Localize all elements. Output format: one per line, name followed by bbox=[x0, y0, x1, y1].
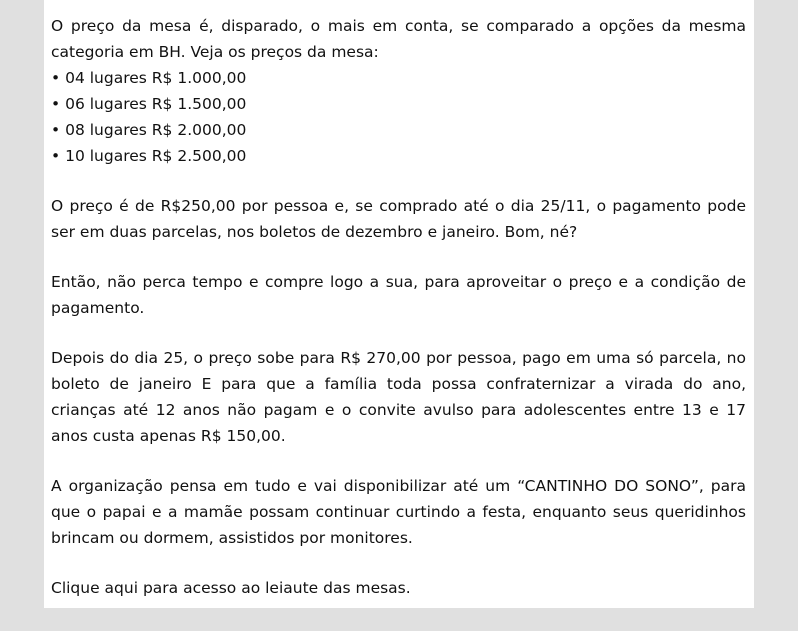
price-item-text: 06 lugares R$ 1.500,00 bbox=[65, 95, 247, 113]
intro-block bbox=[51, 13, 746, 65]
bullet-icon: • bbox=[51, 95, 61, 113]
intro-paragraph: O preço da mesa é, disparado, o mais em conta, se comparado a opções da mesma categoria em BH. Veja os preços da mesa: bbox=[51, 17, 746, 61]
price-item-text: 08 lugares R$ 2.000,00 bbox=[65, 121, 247, 139]
price-item-text: 04 lugares R$ 1.000,00 bbox=[65, 69, 247, 87]
price-list-item bbox=[51, 117, 746, 143]
table-layout-link[interactable]: Clique aqui para acesso ao leiaute das mesas. bbox=[51, 579, 411, 597]
call-to-action-paragraph: Então, não perca tempo e compre logo a sua, para aproveitar o preço e a condição de pagamento. bbox=[51, 273, 746, 317]
price-list bbox=[51, 65, 746, 169]
price-list-item bbox=[51, 65, 746, 91]
price-list-item bbox=[51, 143, 746, 169]
sleep-corner-paragraph: A organização pensa em tudo e vai disponibilizar até um “CANTINHO DO SONO”, para que o papai e a mamãe possam continuar curtindo a festa, enquanto seus queridinhos brincam ou dormem, assistidos por monitores. bbox=[51, 477, 746, 547]
price-increase-paragraph: Depois do dia 25, o preço sobe para R$ 270,00 por pessoa, pago em uma só parcela, no boleto de janeiro E para que a família toda possa confraternizar a virada do ano, crianças até 12 anos não pagam e o convite avulso para adolescentes entre 13 e 17 anos custa apenas R$ 150,00. bbox=[51, 349, 746, 445]
layout-link-paragraph bbox=[51, 575, 746, 601]
bullet-icon: • bbox=[51, 121, 61, 139]
article-panel bbox=[44, 0, 754, 608]
price-item-text: 10 lugares R$ 2.500,00 bbox=[65, 147, 247, 165]
bullet-icon: • bbox=[51, 69, 61, 87]
payment-paragraph: O preço é de R$250,00 por pessoa e, se comprado até o dia 25/11, o pagamento pode ser em duas parcelas, nos boletos de dezembro e janeiro. Bom, né? bbox=[51, 197, 746, 241]
bullet-icon: • bbox=[51, 147, 61, 165]
price-list-item bbox=[51, 91, 746, 117]
